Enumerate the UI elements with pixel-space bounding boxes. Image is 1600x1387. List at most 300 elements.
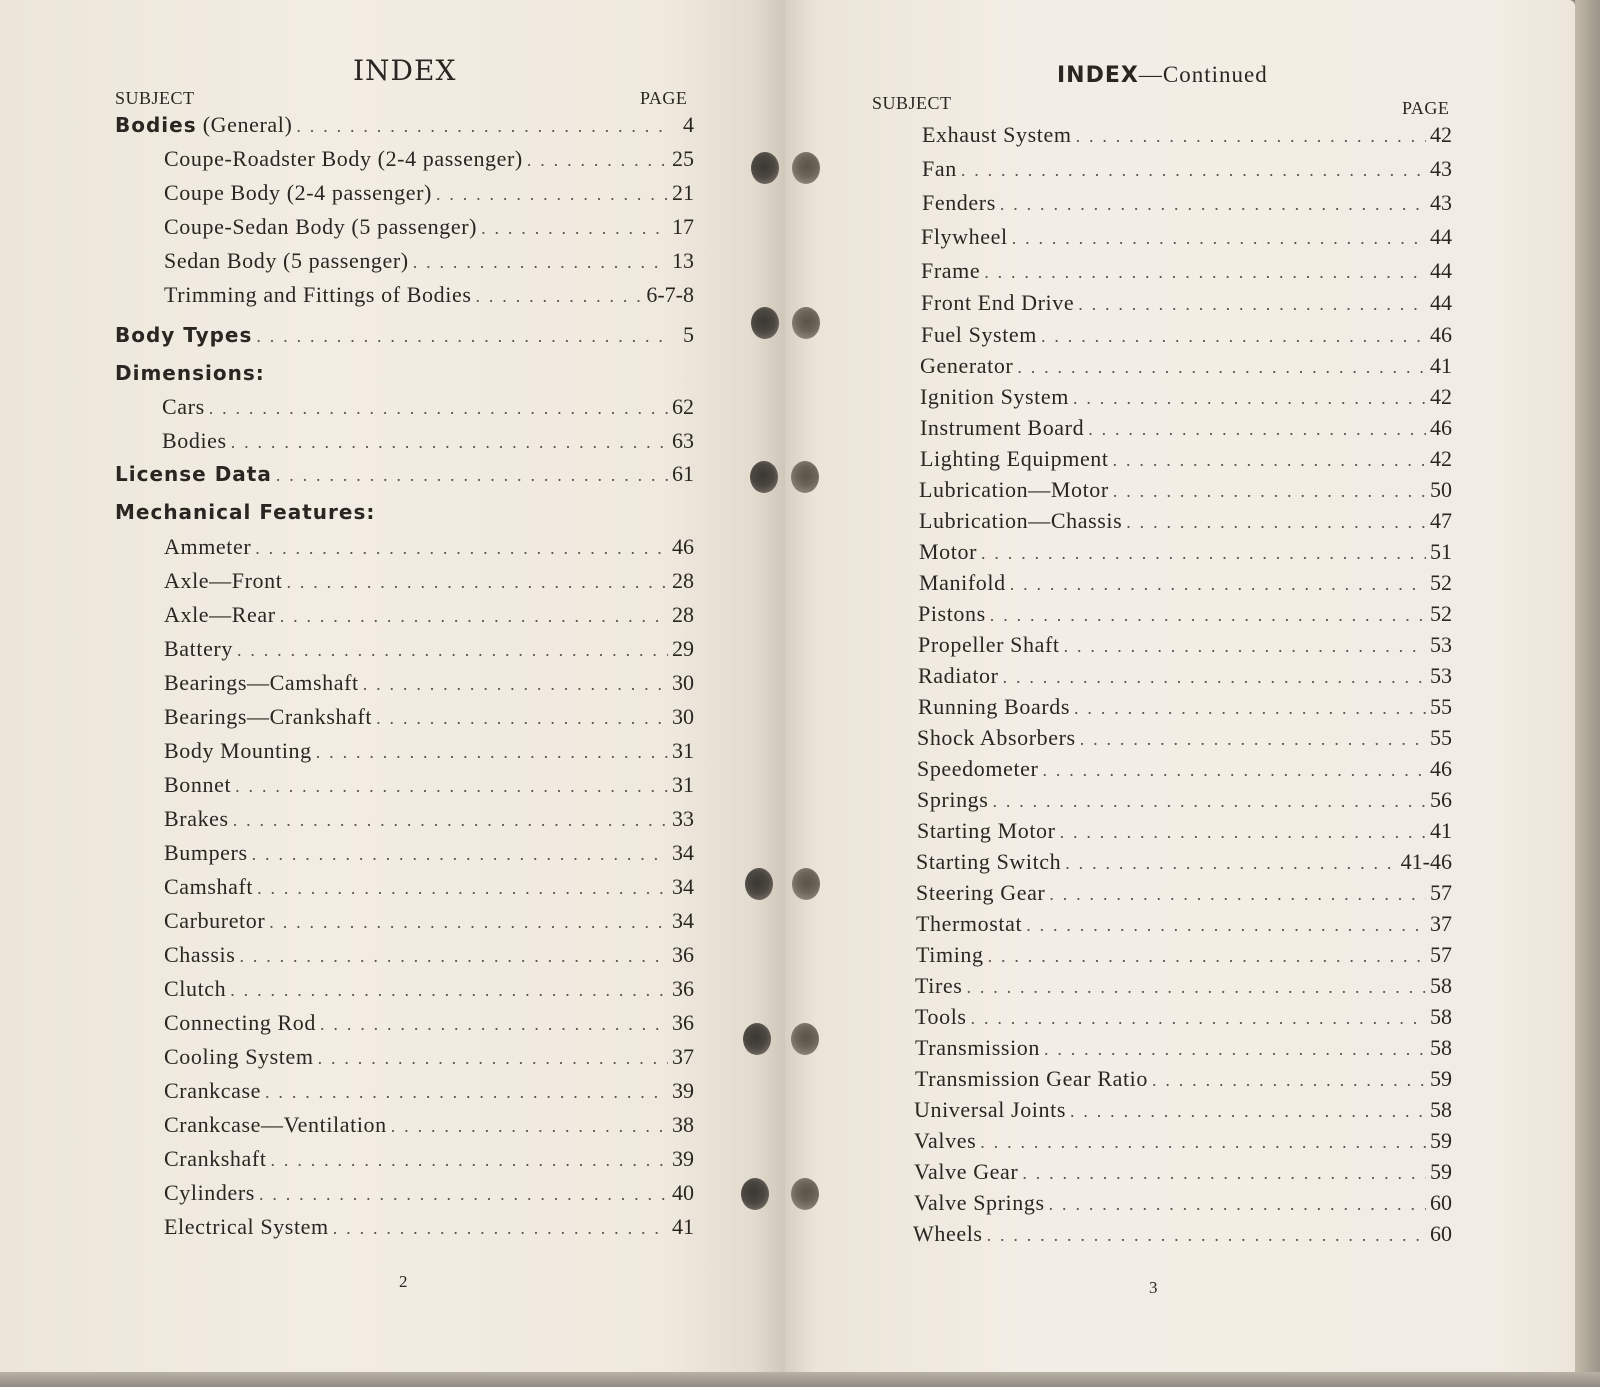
index-entry	[921, 224, 1452, 250]
entry-page-number: 59	[1430, 1128, 1452, 1153]
dot-leader	[1126, 512, 1426, 533]
entry-label-bold: License Data	[115, 462, 272, 486]
index-entry	[164, 738, 694, 764]
entry-label: Brakes	[164, 806, 229, 831]
entry-label: Lighting Equipment	[920, 446, 1109, 471]
index-entry	[164, 248, 694, 274]
index-entry	[164, 874, 694, 900]
entry-label: Ignition System	[920, 384, 1069, 409]
entry-page-number: 52	[1430, 601, 1452, 626]
index-entry	[922, 190, 1452, 216]
entry-label: Crankcase—Ventilation	[164, 1112, 387, 1137]
index-entry	[164, 704, 694, 730]
index-section-heading	[115, 500, 694, 524]
entry-page-number: 59	[1430, 1159, 1452, 1184]
dot-leader	[237, 640, 668, 661]
index-entry	[162, 428, 694, 454]
dot-leader	[481, 218, 668, 239]
index-entry	[164, 670, 694, 696]
index-entry	[915, 1035, 1452, 1061]
entry-label: Sedan Body (5 passenger)	[164, 248, 409, 273]
entry-page-number: 34	[672, 908, 694, 933]
entry-label-bold: Mechanical Features:	[115, 500, 376, 524]
dot-leader	[320, 1014, 668, 1035]
dot-leader	[316, 742, 668, 763]
entry-page-number: 6-7-8	[646, 282, 694, 307]
entry-label: Fenders	[922, 190, 996, 215]
entry-page-number: 46	[1430, 322, 1452, 347]
entry-page-number: 60	[1430, 1221, 1452, 1246]
entry-label	[115, 462, 272, 486]
dot-leader	[235, 776, 668, 797]
entry-label: Cooling System	[164, 1044, 314, 1069]
index-entry	[164, 1180, 694, 1206]
entry-page-number: 29	[672, 636, 694, 661]
index-title: INDEX	[353, 54, 457, 87]
entry-page-number: 25	[672, 146, 694, 171]
index-entry	[920, 384, 1452, 410]
entry-label: Transmission Gear Ratio	[915, 1066, 1148, 1091]
binding-hole	[741, 1178, 769, 1210]
index-entry	[164, 1146, 694, 1172]
dot-leader	[1000, 194, 1426, 215]
entry-label	[115, 112, 292, 138]
entry-page-number: 51	[1430, 539, 1452, 564]
index-entry	[164, 840, 694, 866]
dot-leader	[1064, 636, 1426, 657]
binding-hole	[791, 1023, 819, 1055]
dot-leader	[1074, 698, 1426, 719]
index-entry	[922, 156, 1452, 182]
dot-leader	[1049, 1194, 1426, 1215]
dot-leader	[209, 398, 668, 419]
entry-page-number: 63	[672, 428, 694, 453]
entry-page-number: 36	[672, 976, 694, 1001]
binding-hole	[792, 307, 820, 339]
index-entry	[918, 601, 1452, 627]
entry-label: Camshaft	[164, 874, 254, 899]
entry-page-number: 39	[672, 1078, 694, 1103]
entry-page-number: 46	[1430, 756, 1452, 781]
dot-leader	[987, 1225, 1426, 1246]
dot-leader	[230, 980, 668, 1001]
dot-leader	[1113, 450, 1426, 471]
dot-leader	[961, 160, 1426, 181]
entry-page-number: 13	[672, 248, 694, 273]
entry-page-number: 41	[1430, 818, 1452, 843]
entry-page-number: 28	[672, 602, 694, 627]
entry-page-number: 41	[1430, 353, 1452, 378]
entry-label: Cylinders	[164, 1180, 255, 1205]
dot-leader	[280, 606, 668, 627]
entry-label: Thermostat	[916, 911, 1023, 936]
dot-leader	[1152, 1070, 1426, 1091]
entry-page-number: 36	[672, 942, 694, 967]
index-entry	[164, 942, 694, 968]
index-section-heading	[115, 461, 694, 487]
dot-leader	[1022, 1163, 1426, 1184]
index-entry	[920, 353, 1452, 379]
dot-leader	[1070, 1101, 1426, 1122]
index-entry	[164, 1112, 694, 1138]
entry-page-number: 59	[1430, 1066, 1452, 1091]
dot-leader	[1044, 1039, 1426, 1060]
entry-page-number: 28	[672, 568, 694, 593]
index-entry	[918, 694, 1452, 720]
binding-hole	[743, 1023, 771, 1055]
entry-label: Tools	[915, 1004, 967, 1029]
entry-page-number: 56	[1430, 787, 1452, 812]
entry-page-number: 37	[1430, 911, 1452, 936]
index-title-main: INDEX	[1057, 63, 1139, 88]
page-bottom-edge	[0, 1372, 1600, 1387]
entry-label: Running Boards	[918, 694, 1071, 719]
dot-leader	[413, 252, 668, 273]
index-entry	[915, 1066, 1452, 1092]
dot-leader	[318, 1048, 668, 1069]
dot-leader	[256, 326, 668, 347]
dot-leader	[1073, 388, 1426, 409]
entry-page-number: 34	[672, 874, 694, 899]
entry-label: Bonnet	[164, 772, 232, 797]
entry-page-number: 43	[1430, 156, 1452, 181]
dot-leader	[527, 150, 668, 171]
entry-page-number: 58	[1430, 1004, 1452, 1029]
entry-label	[115, 361, 265, 385]
entry-page-number: 46	[1430, 415, 1452, 440]
index-entry	[919, 508, 1452, 534]
entry-label: Bearings—Camshaft	[164, 670, 359, 695]
index-section-heading	[115, 322, 694, 348]
binding-hole	[750, 461, 778, 493]
entry-label: Valve Gear	[914, 1159, 1019, 1184]
dot-leader	[966, 977, 1426, 998]
dot-leader	[1080, 729, 1426, 750]
index-entry	[164, 1044, 694, 1070]
entry-page-number: 31	[672, 738, 694, 763]
index-entry	[164, 282, 694, 308]
index-entry	[918, 632, 1452, 658]
index-entry	[916, 911, 1452, 937]
binding-hole	[791, 1178, 819, 1210]
entry-label: Fuel System	[921, 322, 1037, 347]
entry-page-number: 57	[1430, 942, 1452, 967]
dot-leader	[1026, 915, 1426, 936]
entry-page-number: 58	[1430, 973, 1452, 998]
index-entry	[164, 772, 694, 798]
entry-label: Clutch	[164, 976, 227, 1001]
dot-leader	[981, 543, 1426, 564]
dot-leader	[1012, 228, 1426, 249]
page-edge	[1575, 0, 1600, 1387]
dot-leader	[990, 605, 1426, 626]
page-number: 2	[399, 1272, 408, 1291]
entry-page-number: 41	[672, 1214, 694, 1239]
index-section-heading	[115, 361, 694, 385]
entry-label: Carburetor	[164, 908, 266, 933]
entry-label: Axle—Front	[164, 568, 283, 593]
entry-label: Body Mounting	[164, 738, 312, 763]
entry-page-number: 60	[1430, 1190, 1452, 1215]
index-entry	[164, 180, 694, 206]
index-entry	[164, 1010, 694, 1036]
dot-leader	[255, 538, 668, 559]
entry-label: Flywheel	[921, 224, 1008, 249]
entry-label: Connecting Rod	[164, 1010, 317, 1035]
dot-leader	[1017, 357, 1426, 378]
entry-page-number: 4	[683, 112, 694, 137]
index-entry	[914, 1190, 1452, 1216]
dot-leader	[376, 708, 668, 729]
binding-hole	[751, 152, 779, 184]
index-entry	[915, 1004, 1452, 1030]
index-section-heading	[115, 112, 694, 138]
entry-page-number: 55	[1430, 694, 1452, 719]
entry-page-number: 41-46	[1400, 849, 1452, 874]
entry-page-number: 62	[672, 394, 694, 419]
entry-page-number: 58	[1430, 1097, 1452, 1122]
entry-page-number: 38	[672, 1112, 694, 1137]
index-entry	[919, 570, 1452, 596]
entry-page-number: 44	[1430, 224, 1452, 249]
index-entry	[920, 446, 1452, 472]
entry-label: Fan	[922, 156, 957, 181]
dot-leader	[1113, 481, 1426, 502]
page-column-header: PAGE	[640, 88, 688, 108]
binding-hole	[791, 461, 819, 493]
entry-label: Coupe-Sedan Body (5 passenger)	[164, 214, 478, 239]
entry-label: Shock Absorbers	[917, 725, 1076, 750]
entry-label: Bearings—Crankshaft	[164, 704, 373, 729]
index-entry	[164, 146, 694, 172]
index-entry	[921, 258, 1452, 284]
index-entry	[921, 290, 1452, 316]
entry-page-number: 55	[1430, 725, 1452, 750]
binding-hole	[792, 868, 820, 900]
entry-page-number: 42	[1430, 384, 1452, 409]
entry-page-number: 5	[683, 322, 694, 347]
index-entry	[162, 394, 694, 420]
dot-leader	[296, 116, 668, 137]
binding-hole	[792, 152, 820, 184]
entry-page-number: 37	[672, 1044, 694, 1069]
entry-label: Starting Switch	[916, 849, 1062, 874]
entry-label: Transmission	[915, 1035, 1040, 1060]
entry-label: Axle—Rear	[164, 602, 276, 627]
entry-page-number: 44	[1430, 290, 1452, 315]
entry-label: Tires	[915, 973, 963, 998]
entry-label: Steering Gear	[916, 880, 1046, 905]
index-entry	[164, 908, 694, 934]
entry-page-number: 30	[672, 704, 694, 729]
entry-label: Springs	[917, 787, 989, 812]
dot-leader	[239, 946, 668, 967]
index-entry	[164, 214, 694, 240]
entry-label	[115, 500, 375, 524]
entry-label-bold: Bodies	[115, 113, 197, 137]
index-entry	[164, 1078, 694, 1104]
entry-label: Speedometer	[917, 756, 1039, 781]
entry-page-number: 17	[672, 214, 694, 239]
page-column-header: PAGE	[1402, 98, 1450, 118]
entry-label: Coupe Body (2-4 passenger)	[164, 180, 432, 205]
entry-label: Battery	[164, 636, 233, 661]
entry-page-number: 46	[672, 534, 694, 559]
index-entry	[913, 1221, 1452, 1247]
dot-leader	[259, 1184, 668, 1205]
entry-label: Exhaust System	[922, 122, 1072, 147]
entry-page-number: 31	[672, 772, 694, 797]
entry-page-number: 42	[1430, 446, 1452, 471]
index-entry	[164, 636, 694, 662]
entry-page-number: 50	[1430, 477, 1452, 502]
dot-leader	[1078, 294, 1426, 315]
dot-leader	[231, 432, 668, 453]
dot-leader	[271, 1150, 668, 1171]
entry-page-number: 30	[672, 670, 694, 695]
entry-page-number: 52	[1430, 570, 1452, 595]
index-entry	[164, 976, 694, 1002]
entry-label: Ammeter	[164, 534, 252, 559]
entry-label: Lubrication—Chassis	[919, 508, 1123, 533]
dot-leader	[269, 912, 668, 933]
entry-label: Pistons	[918, 601, 986, 626]
entry-label: Instrument Board	[920, 415, 1085, 440]
entry-page-number: 39	[672, 1146, 694, 1171]
index-entry	[164, 568, 694, 594]
entry-label: Timing	[916, 942, 984, 967]
entry-label: Front End Drive	[921, 290, 1075, 315]
index-entry	[917, 756, 1452, 782]
entry-label: Bodies	[162, 428, 227, 453]
dot-leader	[1088, 419, 1426, 440]
dot-leader	[363, 674, 668, 695]
binding-hole	[751, 307, 779, 339]
entry-label: Wheels	[913, 1221, 983, 1246]
dot-leader	[1041, 326, 1426, 347]
entry-page-number: 36	[672, 1010, 694, 1035]
index-entry	[916, 942, 1452, 968]
entry-label-plain: (General)	[196, 112, 293, 137]
entry-label: Bumpers	[164, 840, 248, 865]
entry-page-number: 61	[672, 461, 694, 486]
dot-leader	[333, 1218, 668, 1239]
entry-label-bold: Dimensions:	[115, 361, 265, 385]
entry-page-number: 34	[672, 840, 694, 865]
index-entry	[914, 1097, 1452, 1123]
entry-label: Manifold	[919, 570, 1006, 595]
index-entry	[914, 1128, 1452, 1154]
dot-leader	[1065, 853, 1396, 874]
index-entry	[164, 534, 694, 560]
entry-page-number: 47	[1430, 508, 1452, 533]
dot-leader	[1003, 667, 1426, 688]
index-entry	[920, 415, 1452, 441]
dot-leader	[257, 878, 668, 899]
dot-leader	[980, 1132, 1426, 1153]
entry-page-number: 53	[1430, 632, 1452, 657]
entry-label: Valve Springs	[914, 1190, 1045, 1215]
dot-leader	[1060, 822, 1426, 843]
dot-leader	[233, 810, 668, 831]
dot-leader	[265, 1082, 668, 1103]
subject-column-header: SUBJECT	[872, 93, 952, 113]
entry-page-number: 44	[1430, 258, 1452, 283]
entry-label: Trimming and Fittings of Bodies	[164, 282, 472, 307]
index-entry	[922, 122, 1452, 148]
index-title-suffix: —Continued	[1138, 62, 1268, 87]
index-entry	[917, 787, 1452, 813]
index-entry	[915, 973, 1452, 999]
entry-label: Valves	[914, 1128, 977, 1153]
index-entry	[164, 1214, 694, 1240]
dot-leader	[1042, 760, 1426, 781]
dot-leader	[1049, 884, 1426, 905]
index-entry	[164, 602, 694, 628]
dot-leader	[252, 844, 668, 865]
entry-page-number: 42	[1430, 122, 1452, 147]
page-number: 3	[1149, 1278, 1158, 1297]
entry-label: Coupe-Roadster Body (2-4 passenger)	[164, 146, 523, 171]
entry-page-number: 58	[1430, 1035, 1452, 1060]
index-entry	[917, 818, 1452, 844]
subject-column-header: SUBJECT	[115, 88, 195, 108]
dot-leader	[286, 572, 668, 593]
entry-page-number: 40	[672, 1180, 694, 1205]
entry-label: Chassis	[164, 942, 236, 967]
dot-leader	[984, 262, 1426, 283]
dot-leader	[391, 1116, 668, 1137]
entry-label: Generator	[920, 353, 1014, 378]
entry-label: Crankcase	[164, 1078, 262, 1103]
index-entry	[917, 725, 1452, 751]
entry-label	[115, 323, 252, 347]
dot-leader	[436, 184, 668, 205]
index-entry	[918, 663, 1452, 689]
entry-label: Crankshaft	[164, 1146, 267, 1171]
dot-leader	[971, 1008, 1426, 1029]
dot-leader	[1010, 574, 1426, 595]
index-entry	[919, 477, 1452, 503]
index-entry	[916, 880, 1452, 906]
entry-label: Frame	[921, 258, 981, 283]
entry-label: Motor	[919, 539, 977, 564]
entry-page-number: 53	[1430, 663, 1452, 688]
entry-page-number: 43	[1430, 190, 1452, 215]
dot-leader	[1076, 126, 1426, 147]
index-entry	[164, 806, 694, 832]
index-entry	[916, 849, 1452, 875]
entry-label: Cars	[162, 394, 205, 419]
entry-label: Universal Joints	[914, 1097, 1066, 1122]
entry-label: Starting Motor	[917, 818, 1056, 843]
index-continued-title	[1057, 62, 1268, 88]
index-entry	[919, 539, 1452, 565]
entry-label: Electrical System	[164, 1214, 329, 1239]
dot-leader	[988, 946, 1426, 967]
entry-label: Propeller Shaft	[918, 632, 1060, 657]
entry-page-number: 33	[672, 806, 694, 831]
dot-leader	[992, 791, 1426, 812]
entry-label: Radiator	[918, 663, 999, 688]
index-entry	[914, 1159, 1452, 1185]
index-entry	[921, 322, 1452, 348]
dot-leader	[276, 465, 668, 486]
dot-leader	[476, 286, 643, 307]
entry-page-number: 57	[1430, 880, 1452, 905]
binding-hole	[745, 868, 773, 900]
entry-label: Lubrication—Motor	[919, 477, 1109, 502]
